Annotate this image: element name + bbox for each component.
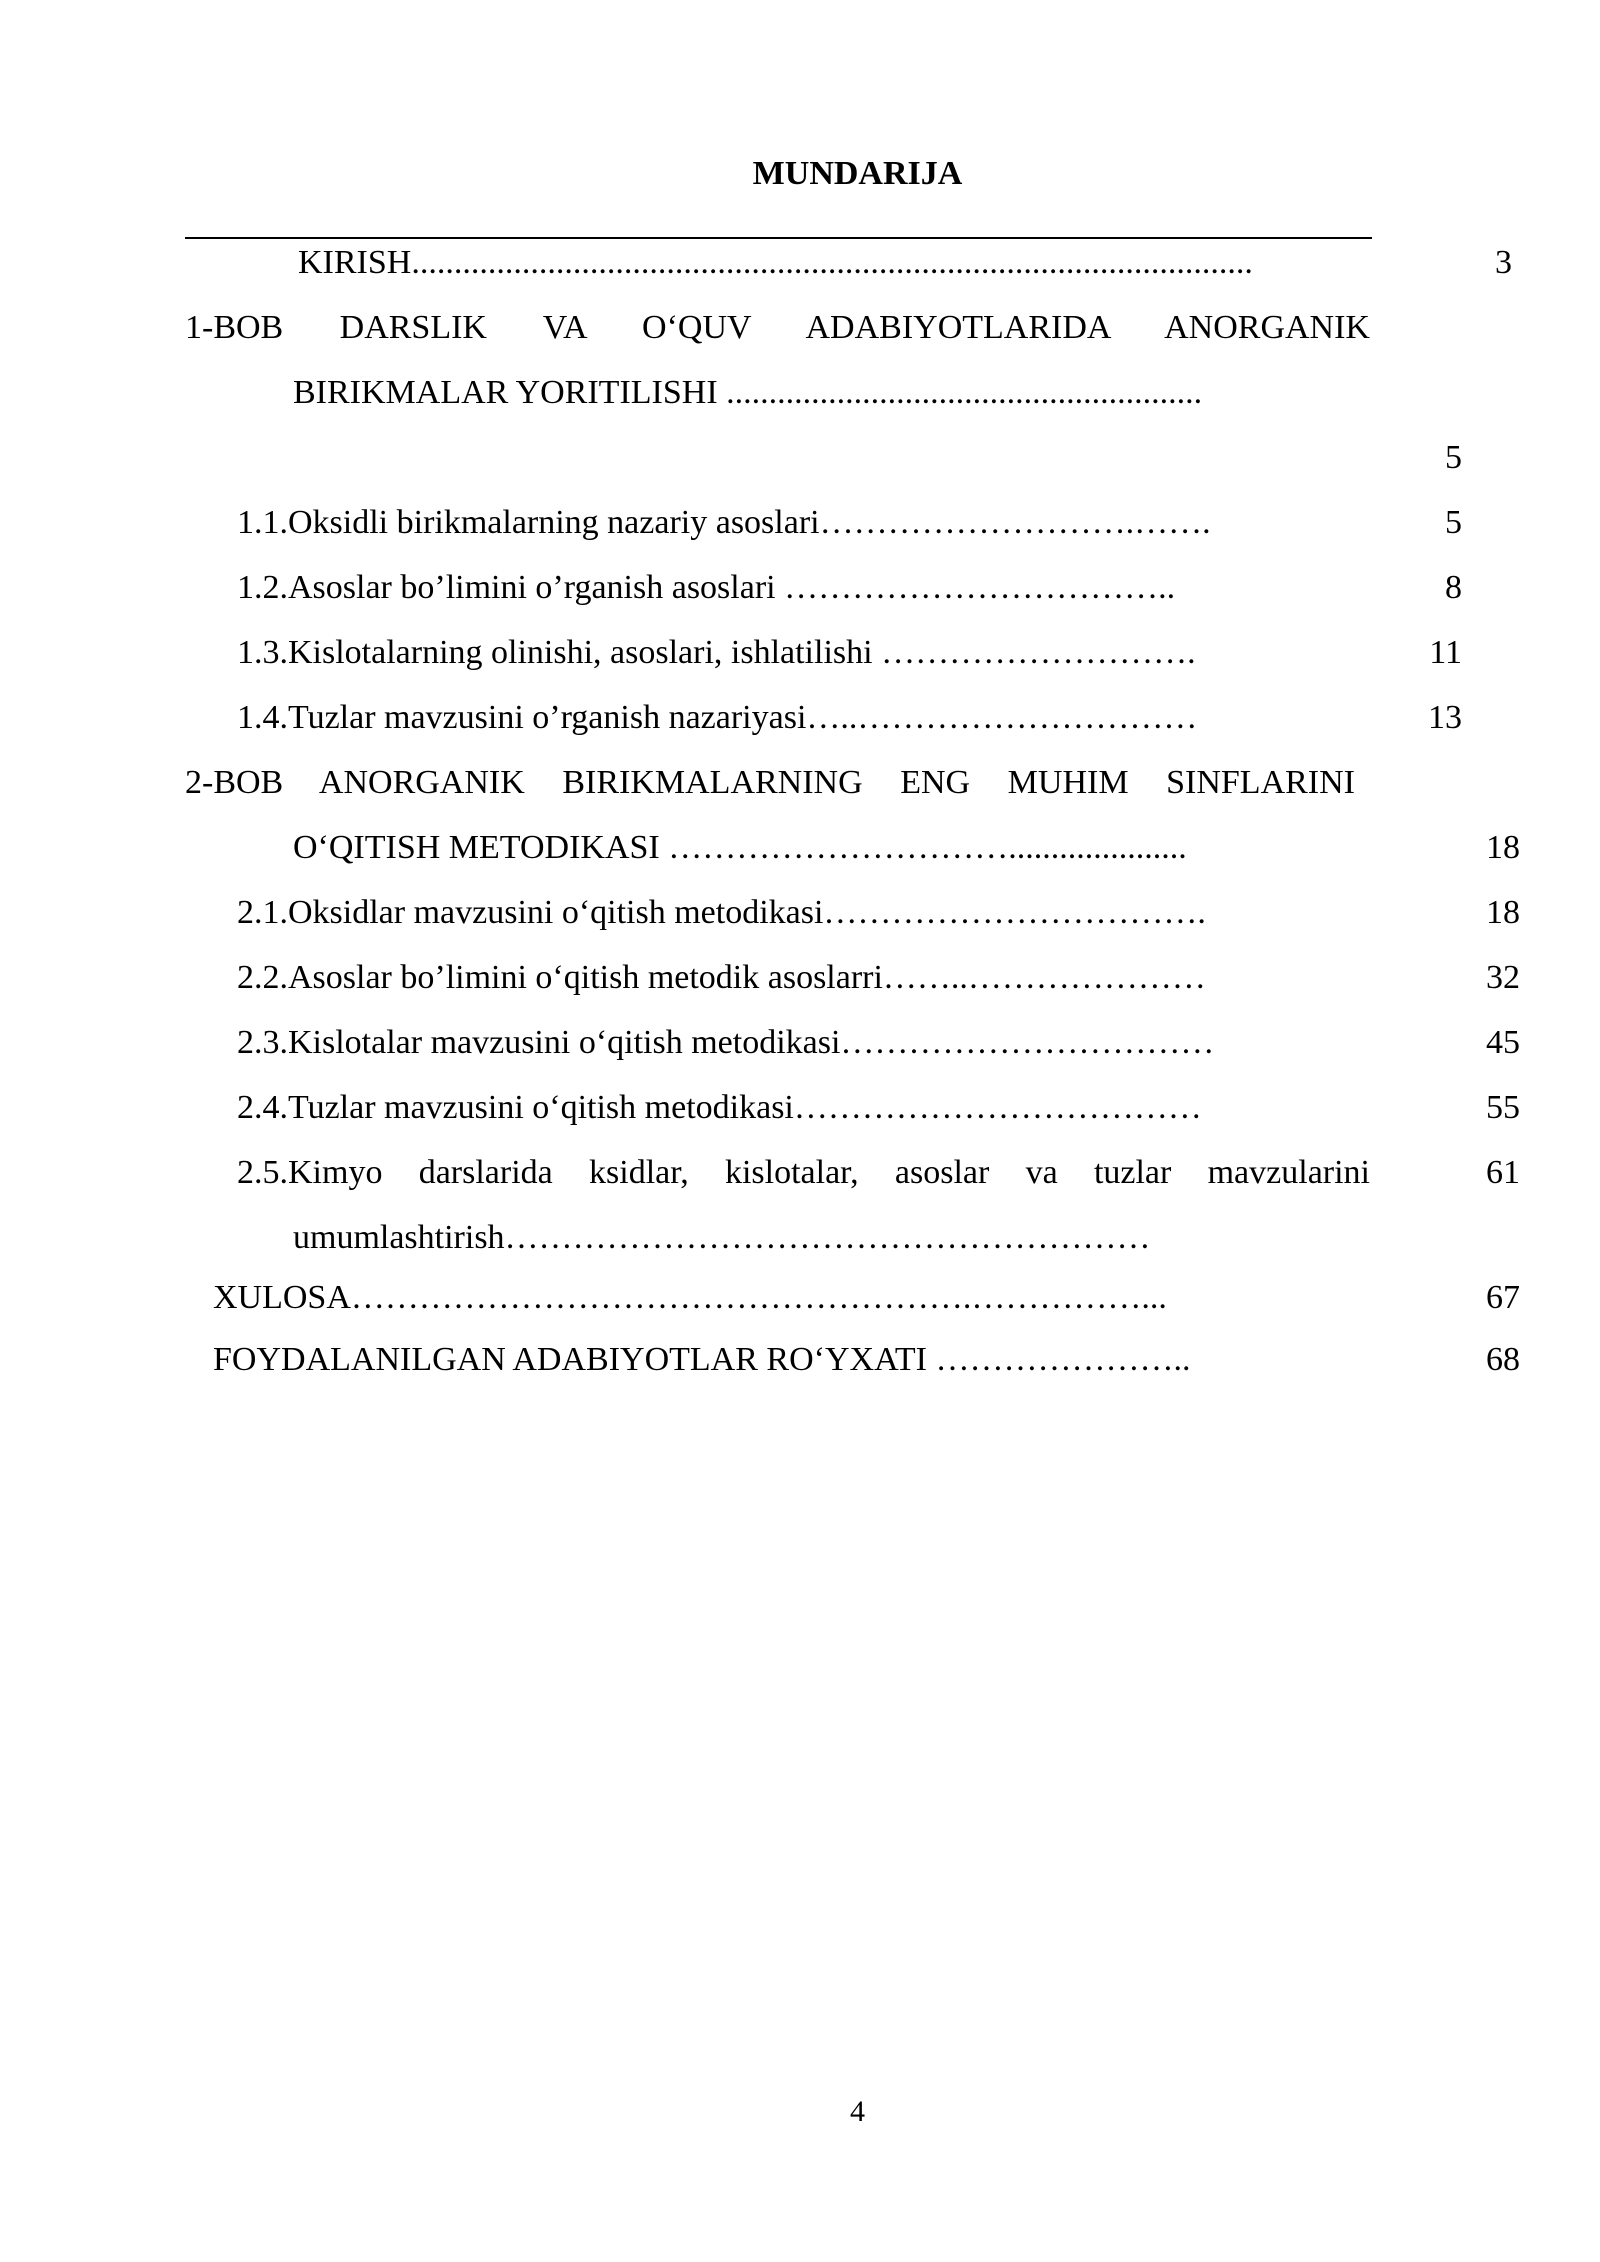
toc-page-kirish: 3 [1495,244,1512,281]
toc-page-1-1: 5 [1445,504,1462,541]
toc-entry-1-1: 1.1.Oksidli birikmalarning nazariy asoslari……………………….……. [237,504,1211,541]
toc-entry-kirish: KIRISH................................................................................................... [298,244,1253,281]
toc-page-chapter-2: 18 [1486,829,1520,866]
toc-entry-1-2: 1.2.Asoslar bo’limini o’rganish asoslari …………………………….. [237,569,1176,606]
toc-entry-2-2: 2.2.Asoslar bo’limini o‘qitish metodik asoslarri……..………………… [237,959,1206,996]
toc-entry-adabiyotlar: FOYDALANILGAN ADABIYOTLAR RO‘YXATI ………………….. [213,1341,1191,1378]
toc-page-xulosa: 67 [1486,1279,1520,1316]
toc-page-1-3: 11 [1429,634,1462,671]
toc-chapter-2-line-1: 2-BOB ANORGANIK BIRIKMALARNING ENG MUHIM SINFLARINI [185,764,1355,801]
toc-page-2-1: 18 [1486,894,1520,931]
toc-entry-2-5-line-2: umumlashtirish………………………………………………… [293,1219,1151,1256]
toc-page-adabiyotlar: 68 [1486,1341,1520,1378]
toc-entry-2-5-line-1: 2.5.Kimyo darslarida ksidlar, kislotalar, asoslar va tuzlar mavzularini [237,1154,1370,1191]
toc-page-2-5: 61 [1486,1154,1520,1191]
toc-entry-1-3: 1.3.Kislotalarning olinishi, asoslari, ishlatilishi ………………………. [237,634,1196,671]
title-divider [185,237,1372,239]
toc-chapter-2-line-2: O‘QITISH METODIKASI …………………………..................... [293,829,1187,866]
toc-page-2-3: 45 [1486,1024,1520,1061]
toc-entry-2-3: 2.3.Kislotalar mavzusini o‘qitish metodikasi…………………………… [237,1024,1215,1061]
page-number: 4 [850,2095,865,2128]
toc-entry-2-4: 2.4.Tuzlar mavzusini o‘qitish metodikasi……………………………… [237,1089,1202,1126]
toc-page-2-4: 55 [1486,1089,1520,1126]
toc-page-chapter-1: 5 [1445,439,1462,476]
toc-entry-1-4: 1.4.Tuzlar mavzusini o’rganish nazariyasi…..………………………… [237,699,1198,736]
toc-entry-2-1: 2.1.Oksidlar mavzusini o‘qitish metodikasi……………………………. [237,894,1206,931]
toc-page-1-2: 8 [1445,569,1462,606]
toc-page-2-2: 32 [1486,959,1520,996]
toc-page-1-4: 13 [1428,699,1462,736]
page-title: MUNDARIJA [752,155,963,192]
toc-entry-xulosa: XULOSA……………………………………………….……………... [213,1279,1167,1316]
toc-chapter-1-line-1: 1-BOB DARSLIK VA O‘QUV ADABIYOTLARIDA ANORGANIK [185,309,1370,346]
toc-chapter-1-line-2: BIRIKMALAR YORITILISHI ........................................................ [293,374,1203,411]
